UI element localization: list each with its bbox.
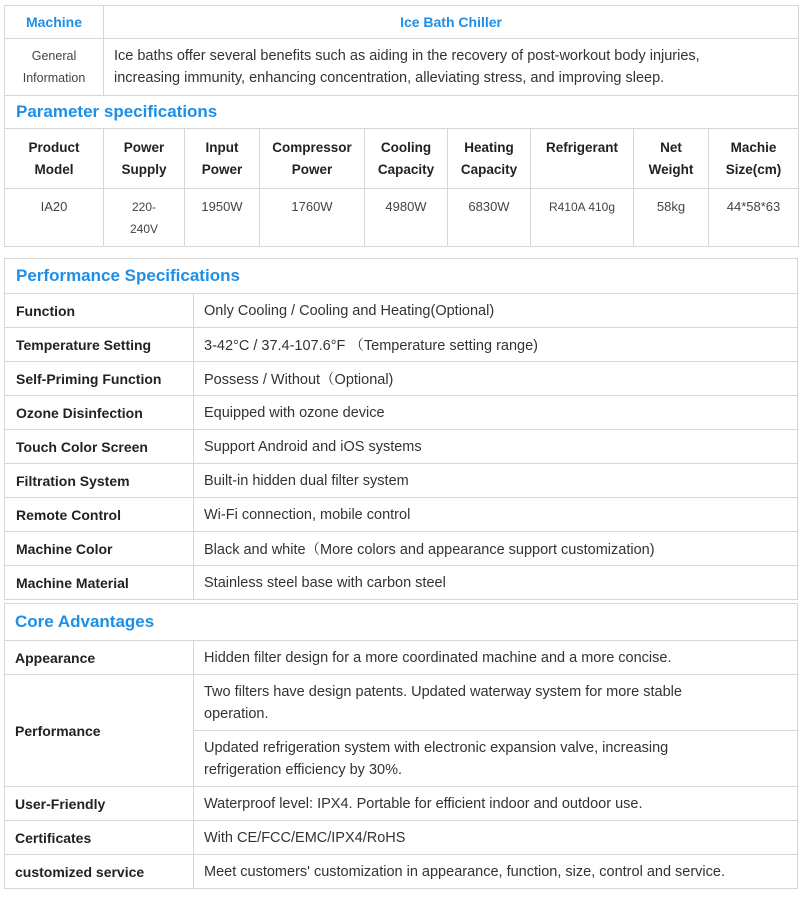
performance-row <box>5 396 798 430</box>
param-header-net-weight <box>634 129 709 189</box>
header-line: Heating <box>464 139 514 155</box>
value-line: 4980W <box>385 199 427 214</box>
spec-value: Black and white（More colors and appearance support customization) <box>194 532 798 566</box>
spec-value: 3-42°C / 37.4-107.6°F （Temperature setting range) <box>194 328 798 362</box>
overview-parameter-table <box>4 5 799 247</box>
advantage-value: With CE/FCC/EMC/IPX4/RoHS <box>194 821 798 855</box>
machine-row <box>5 6 799 39</box>
advantage-row-customized <box>5 855 798 889</box>
param-header-machine-size <box>709 129 799 189</box>
advantage-value-line: Updated refrigeration system with electronic expansion valve, increasing <box>204 739 669 756</box>
spec-value: Possess / Without（Optional) <box>194 362 798 396</box>
performance-row <box>5 362 798 396</box>
spec-value: Wi-Fi connection, mobile control <box>194 498 798 532</box>
advantage-label: customized service <box>5 855 194 889</box>
spec-value: Stainless steel base with carbon steel <box>194 566 798 600</box>
parameter-value-row <box>5 189 799 247</box>
performance-row <box>5 566 798 600</box>
value-line: 58kg <box>656 199 686 214</box>
param-value-cooling-capacity <box>365 189 448 247</box>
spec-label: Filtration System <box>5 464 194 498</box>
param-value-power-supply <box>104 189 185 247</box>
param-value-compressor-power <box>260 189 365 247</box>
header-line: Machie <box>730 139 777 155</box>
spec-label: Machine Material <box>5 566 194 600</box>
general-info-label-line1: General <box>31 49 77 63</box>
general-info-line1: Ice baths offer several benefits such as aiding in the recovery of post-workout body injuries, <box>114 48 700 64</box>
param-header-input-power <box>185 129 260 189</box>
value-line: 220- <box>131 200 157 214</box>
header-line: Capacity <box>460 161 518 177</box>
value-line: IA20 <box>40 199 68 214</box>
spec-value: Support Android and iOS systems <box>194 430 798 464</box>
spec-label: Function <box>5 294 194 328</box>
value-line: 1950W <box>201 199 243 214</box>
advantage-row-performance <box>5 675 798 731</box>
performance-row <box>5 498 798 532</box>
performance-row <box>5 532 798 566</box>
spec-value: Only Cooling / Cooling and Heating(Optional) <box>194 294 798 328</box>
header-line: Size(cm) <box>725 161 782 177</box>
value-line: 44*58*63 <box>726 199 781 214</box>
parameter-section-title: Parameter specifications <box>5 96 799 129</box>
value-line: 1760W <box>291 199 333 214</box>
header-line: Net <box>660 139 682 155</box>
header-line: Model <box>34 161 74 177</box>
param-value-net-weight <box>634 189 709 247</box>
param-header-refrigerant <box>531 129 634 189</box>
advantage-value: Meet customers' customization in appearance, function, size, control and service. <box>194 855 798 889</box>
param-value-heating-capacity <box>448 189 531 247</box>
general-info-label <box>5 39 104 96</box>
performance-section-title: Performance Specifications <box>5 259 798 294</box>
performance-row <box>5 294 798 328</box>
advantage-value-line: refrigeration efficiency by 30%. <box>204 761 403 778</box>
advantage-value: Waterproof level: IPX4. Portable for efficient indoor and outdoor use. <box>194 787 798 821</box>
header-line: Input <box>205 139 239 155</box>
param-value-refrigerant <box>531 189 634 247</box>
general-info-line2: increasing immunity, enhancing concentration, alleviating stress, and improving sleep. <box>114 70 665 86</box>
parameter-section-row <box>5 96 799 129</box>
advantage-label: Performance <box>5 675 194 787</box>
spec-value: Equipped with ozone device <box>194 396 798 430</box>
advantage-label: User-Friendly <box>5 787 194 821</box>
general-info-value <box>104 39 799 96</box>
general-info-label-line2: Information <box>22 71 86 85</box>
spec-label: Touch Color Screen <box>5 430 194 464</box>
header-line: Power <box>201 161 243 177</box>
machine-label: Machine <box>5 6 104 39</box>
performance-row <box>5 464 798 498</box>
spec-label: Temperature Setting <box>5 328 194 362</box>
advantages-section-row <box>5 604 798 641</box>
param-header-compressor-power <box>260 129 365 189</box>
header-line: Power <box>291 161 333 177</box>
performance-table <box>4 258 798 600</box>
spec-label: Machine Color <box>5 532 194 566</box>
advantage-row-appearance <box>5 641 798 675</box>
core-advantages-table <box>4 603 798 889</box>
advantage-row-user-friendly <box>5 787 798 821</box>
header-line: Supply <box>121 161 167 177</box>
advantage-value <box>194 675 798 731</box>
param-header-power-supply <box>104 129 185 189</box>
param-header-heating-capacity <box>448 129 531 189</box>
header-line: Compressor <box>272 139 352 155</box>
spec-label: Self-Priming Function <box>5 362 194 396</box>
spec-label: Remote Control <box>5 498 194 532</box>
advantages-section-title: Core Advantages <box>5 604 798 641</box>
advantage-value: Hidden filter design for a more coordinated machine and a more concise. <box>194 641 798 675</box>
param-value-input-power <box>185 189 260 247</box>
header-line: Product <box>28 139 80 155</box>
spec-value: Built-in hidden dual filter system <box>194 464 798 498</box>
param-header-cooling-capacity <box>365 129 448 189</box>
value-line: 240V <box>129 222 159 236</box>
header-line: Capacity <box>377 161 435 177</box>
performance-row <box>5 328 798 362</box>
param-value-product-model <box>5 189 104 247</box>
advantage-value-line: operation. <box>204 705 269 722</box>
value-line: R410A 410g <box>548 200 616 214</box>
value-line: 6830W <box>468 199 510 214</box>
header-line: Weight <box>648 161 694 177</box>
header-line: Power <box>123 139 165 155</box>
advantage-label: Certificates <box>5 821 194 855</box>
header-line: Cooling <box>380 139 432 155</box>
performance-row <box>5 430 798 464</box>
spec-label: Ozone Disinfection <box>5 396 194 430</box>
param-header-product-model <box>5 129 104 189</box>
advantage-row-certificates <box>5 821 798 855</box>
advantage-value <box>194 731 798 787</box>
advantage-value-line: Two filters have design patents. Updated waterway system for more stable <box>204 683 682 700</box>
param-value-machine-size <box>709 189 799 247</box>
advantage-label: Appearance <box>5 641 194 675</box>
performance-section-row <box>5 259 798 294</box>
machine-value: Ice Bath Chiller <box>104 6 799 39</box>
general-info-row <box>5 39 799 96</box>
parameter-header-row <box>5 129 799 189</box>
header-line: Refrigerant <box>545 140 618 155</box>
